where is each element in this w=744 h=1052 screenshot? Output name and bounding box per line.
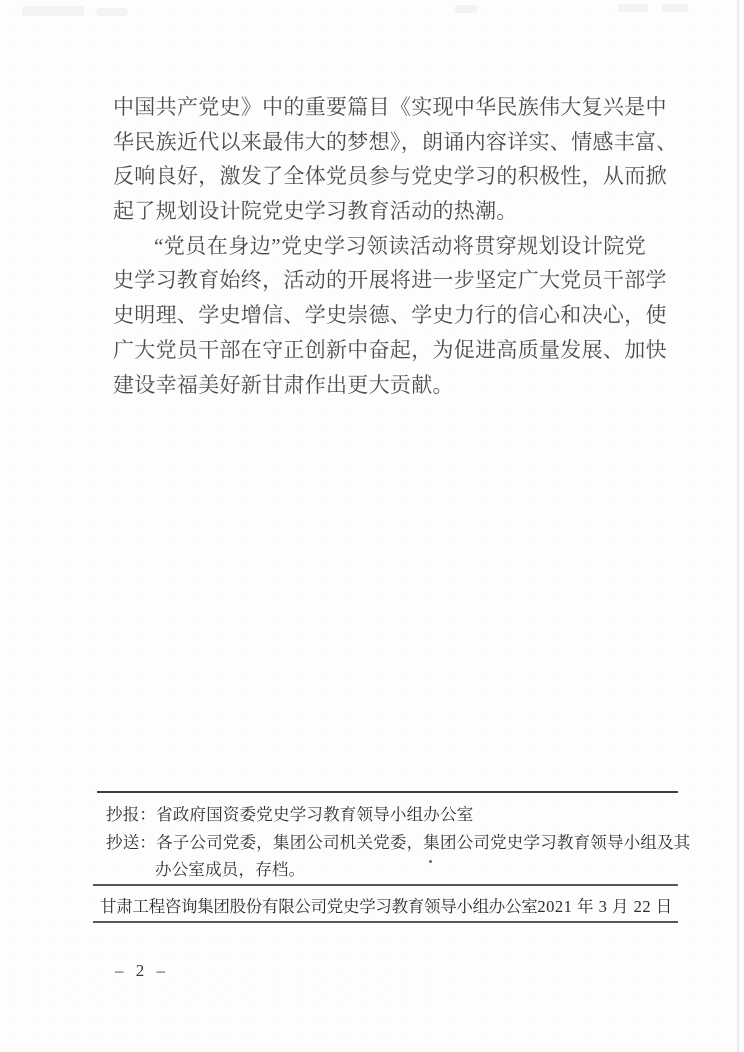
body-line: 建设幸福美好新甘肃作出更大贡献。 [113,372,454,397]
scan-smudge [22,6,84,16]
separator-line-middle [93,884,678,886]
copy-send-value-continued: 办公室成员，存档。 [155,860,306,879]
body-line: 反响良好，激发了全体党员参与党史学习的积极性，从而掀 [113,164,667,189]
copy-send-label: 抄送： [106,833,157,852]
copy-report-value: 省政府国资委党史学习教育领导小组办公室 [156,805,474,824]
paragraph-2 [113,229,667,402]
body-line: 史学习教育始终，活动的开展将进一步坚定广大党员干部学 [113,268,667,293]
separator-line-bottom [93,921,678,923]
copy-send-row [106,830,691,856]
paragraph-1 [113,90,678,229]
copy-send-continuation-row [155,857,305,883]
scan-smudge [662,4,688,12]
scan-edge-artifact [737,0,739,1052]
copy-report-row [106,802,473,828]
issuer-row [93,893,678,920]
scan-smudge [618,4,648,12]
body-line: 广大党员干部在守正创新中奋起，为促进高质量发展、加快 [113,337,667,362]
ink-dot-artifact [429,860,432,863]
document-body [113,90,678,402]
scan-smudge [96,8,128,16]
separator-line-top [97,791,678,793]
page-number: – 2 – [115,961,169,980]
issuing-office: 甘肃工程咨询集团股份有限公司党史学习教育领导小组办公室 [100,897,538,916]
scan-noise-patch [0,915,430,1052]
body-line: 起了规划设计院党史学习教育活动的热潮。 [113,199,518,224]
copy-send-value: 各子公司党委，集团公司机关党委，集团公司党史学习教育领导小组及其 [156,833,691,852]
body-line: 华民族近代以来最伟大的梦想》，朗诵内容详实、情感丰富、 [113,129,678,154]
issue-date: 2021 年 3 月 22 日 [537,897,673,916]
body-line: “党员在身边”党史学习领读活动将贯穿规划设计院党 [154,233,646,258]
body-line: 中国共产党史》中的重要篇目《实现中华民族伟大复兴是中 [113,95,667,119]
scan-smudge [455,5,477,13]
body-line: 史明理、学史增信、学史崇德、学史力行的信心和决心，使 [113,303,667,328]
copy-report-label: 抄报： [106,805,157,824]
